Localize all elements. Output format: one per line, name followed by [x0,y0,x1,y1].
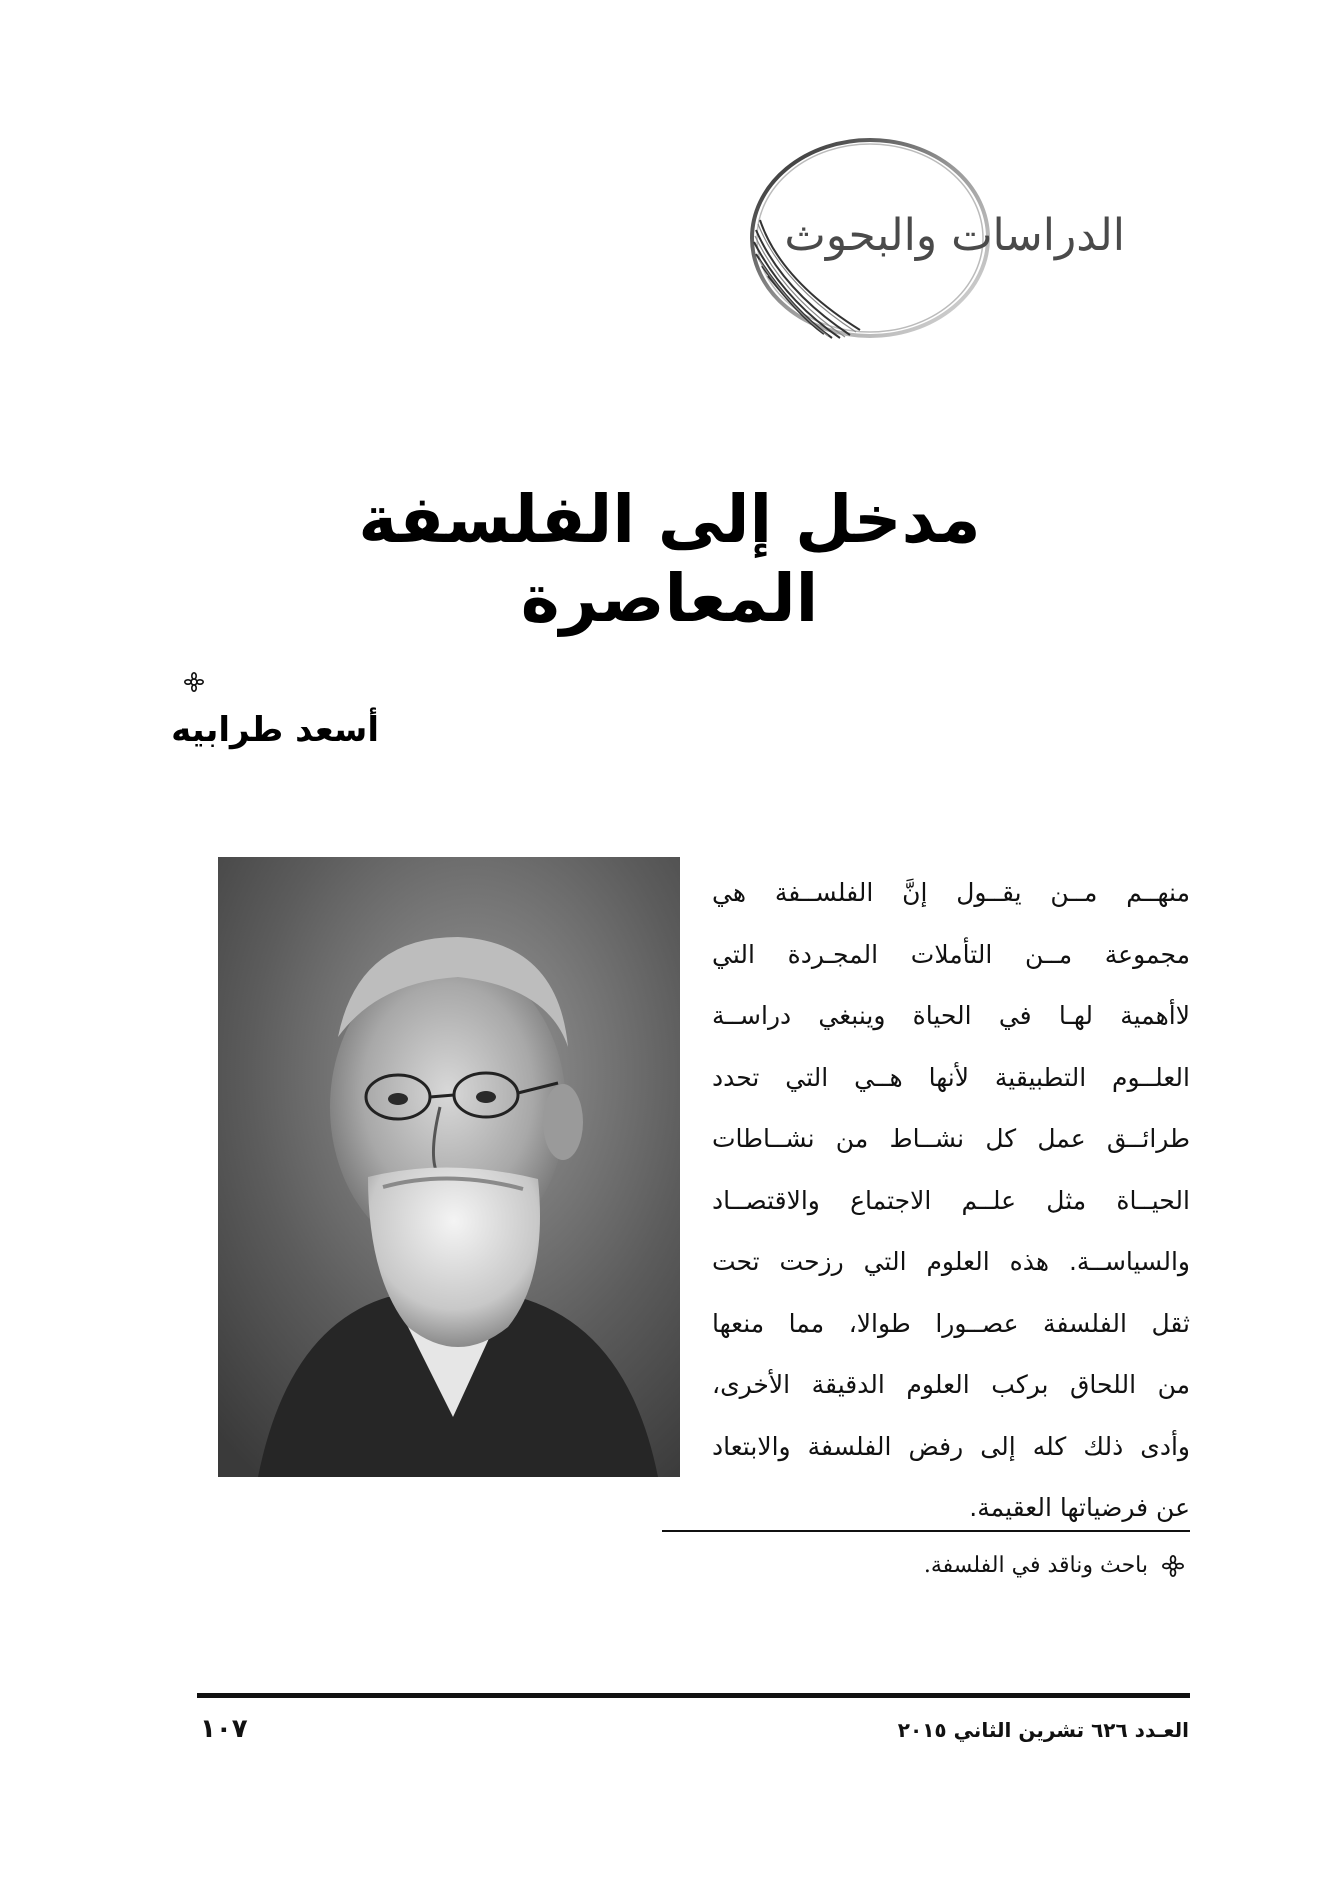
flower-asterisk-icon [184,672,204,692]
body-line: مجموعة مــن التأملات المجـردة التي [712,939,1190,969]
issue-info: العـدد ٦٢٦ تشرين الثاني ٢٠١٥ [897,1718,1189,1742]
body-line: الحيــاة مثل علــم الاجتماع والاقتصــاد [712,1185,1190,1215]
body-line: العلــوم التطبيقية لأنها هــي التي تحدد [712,1062,1190,1092]
body-line: طرائــق عمل كل نشــاط من نشــاطات [712,1124,1190,1153]
footer-divider [197,1693,1190,1698]
author-name: أسعد طرابيه [171,710,379,750]
body-line: ثقل الفلسفة عصــورا طوالا، مما منعها [712,1308,1190,1338]
section-title: الدراسات والبحوث [784,210,1125,261]
article-body [712,862,1190,1539]
section-logo [720,130,1140,350]
body-line: من اللحاق بركب العلوم الدقيقة الأخرى، [712,1370,1190,1399]
author-portrait [218,857,680,1477]
page-number: ١٠٧ [200,1714,248,1744]
footnote-text: باحث وناقد في الفلسفة. [923,1553,1148,1578]
body-line: والسياســة. هذه العلوم التي رزحت تحت [712,1247,1190,1276]
flower-asterisk-icon [1162,1555,1184,1577]
body-line: عن فرضياتها العقيمة. [969,1493,1190,1522]
article-title: مدخل إلى الفلسفة المعاصرة [358,481,981,638]
body-line: لاأهمية لهـا في الحياة وينبغي دراســة [712,1001,1190,1030]
footnote-divider [662,1530,1190,1532]
author-footnote [924,1553,1184,1578]
body-line: وأدى ذلك كله إلى رفض الفلسفة والابتعاد [712,1431,1190,1461]
body-line: منهــم مــن يقــول إنَّ الفلســفة هي [712,878,1190,907]
